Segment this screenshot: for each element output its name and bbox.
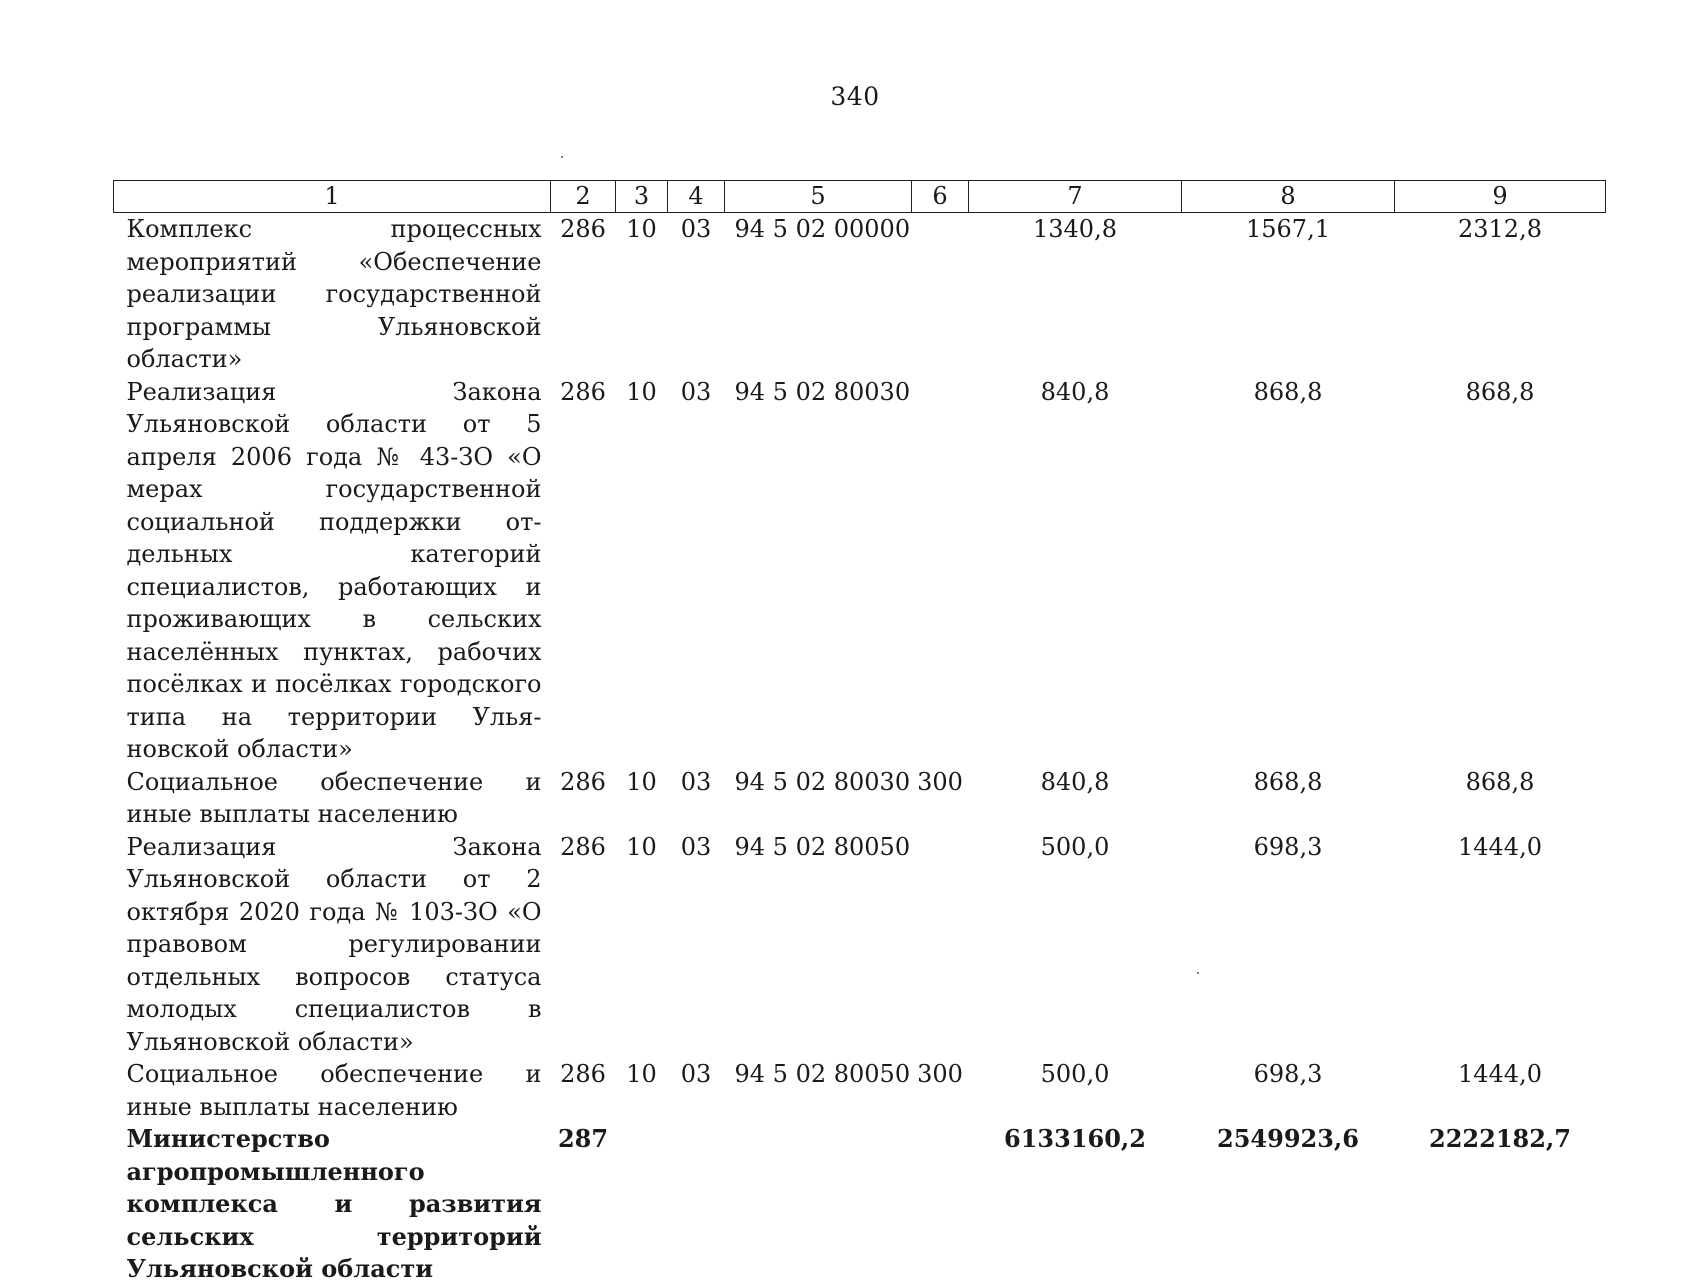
subsection-code-cell: 03 (680, 1060, 712, 1088)
table-row (114, 376, 1606, 766)
table-row (114, 1123, 1606, 1286)
amount-col8-cell: 698,3 (1253, 832, 1323, 861)
amount-col9-cell: 2312,8 (1458, 215, 1542, 243)
row-name-cell: Реализация Закона Ульяновской области от 5 апреля 2006 года № 43-ЗО «О мерах государственной социальной поддержки отдельных категорий специалистов, работающих и проживающих в сельских населённых пунктах, рабочих посёлках и посёлках городского типа на территории Ульяновской области» (126, 377, 542, 763)
row-name-cell: Социальное обеспечение и иные выплаты населению (126, 1060, 542, 1121)
amount-col9-cell: 2222182,7 (1429, 1124, 1571, 1153)
target-article-cell (725, 1123, 912, 1286)
subsection-code-cell: 03 (680, 377, 712, 406)
amount-col8-cell: 2549923,6 (1217, 1124, 1359, 1153)
amount-col9-cell: 1444,0 (1458, 832, 1542, 861)
amount-col7-cell: 500,0 (1040, 1060, 1110, 1088)
column-header: 7 (969, 181, 1182, 213)
amount-col7-cell: 840,8 (1040, 377, 1110, 406)
expense-type-cell (912, 1123, 969, 1286)
column-header: 8 (1182, 181, 1395, 213)
budget-table (113, 180, 1606, 1286)
row-name-cell: Комплекс процессных мероприятий «Обеспечение реализации государственной программы Ульяновской области» (126, 215, 542, 373)
subsection-code-cell: 03 (680, 215, 712, 243)
amount-col8-cell: 868,8 (1253, 767, 1323, 796)
target-article-cell: 94 5 02 80050 (734, 1060, 911, 1088)
amount-col8-cell: 698,3 (1253, 1060, 1323, 1088)
column-header: 3 (616, 181, 668, 213)
section-code-cell: 10 (626, 767, 657, 796)
section-code-cell: 10 (626, 377, 657, 406)
row-name-cell: Социальное обеспечение и иные выплаты населению (126, 767, 542, 828)
expense-type-cell: 300 (917, 1060, 963, 1088)
amount-col7-cell: 500,0 (1040, 832, 1110, 861)
row-name-cell: Реализация Закона Ульяновской области от 2 октября 2020 года № 103-ЗО «О правовом регулировании отдельных вопросов статуса молодых специалистов в Ульяновской области» (126, 832, 542, 1056)
column-number-header-row (114, 181, 1606, 213)
table-row (114, 766, 1606, 831)
section-code-cell: 10 (626, 215, 657, 243)
ministry-code-cell: 286 (560, 767, 606, 796)
column-header: 5 (725, 181, 912, 213)
expense-type-cell (912, 831, 969, 1059)
budget-table-container (113, 180, 1605, 1286)
section-code-cell: 10 (626, 1060, 657, 1088)
target-article-cell: 94 5 02 80050 (734, 832, 911, 861)
ministry-code-cell: 287 (557, 1124, 609, 1153)
amount-col7-cell: 6133160,2 (1004, 1124, 1146, 1153)
target-article-cell: 94 5 02 80030 (734, 767, 911, 796)
ministry-code-cell: 286 (560, 1060, 606, 1088)
amount-col9-cell: 868,8 (1465, 377, 1535, 406)
row-name-cell: Министерство агропромышленного комплекса и развития сельских территорий Ульяновской области (126, 1124, 542, 1283)
column-header: 9 (1395, 181, 1606, 213)
table-body (114, 213, 1606, 1286)
target-article-cell: 94 5 02 00000 (734, 215, 911, 243)
amount-col8-cell: 1567,1 (1246, 215, 1330, 243)
amount-col7-cell: 840,8 (1040, 767, 1110, 796)
scan-speck (561, 156, 563, 158)
amount-col8-cell: 868,8 (1253, 377, 1323, 406)
subsection-code-cell: 03 (680, 832, 712, 861)
section-code-cell (616, 1123, 668, 1286)
subsection-code-cell: 03 (680, 767, 712, 796)
table-row (114, 213, 1606, 376)
column-header: 4 (668, 181, 725, 213)
page-number: 340 (830, 82, 880, 111)
column-header: 6 (912, 181, 969, 213)
ministry-code-cell: 286 (560, 377, 606, 406)
column-header: 2 (551, 181, 616, 213)
expense-type-cell (912, 213, 969, 376)
amount-col7-cell: 1340,8 (1033, 215, 1117, 243)
amount-col9-cell: 868,8 (1465, 767, 1535, 796)
expense-type-cell (912, 376, 969, 766)
expense-type-cell: 300 (917, 767, 963, 796)
section-code-cell: 10 (626, 832, 657, 861)
table-row (114, 831, 1606, 1059)
table-row (114, 1058, 1606, 1123)
ministry-code-cell: 286 (560, 215, 606, 243)
target-article-cell: 94 5 02 80030 (734, 377, 911, 406)
subsection-code-cell (668, 1123, 725, 1286)
column-header: 1 (114, 181, 551, 213)
amount-col9-cell: 1444,0 (1458, 1060, 1542, 1088)
ministry-code-cell: 286 (560, 832, 606, 861)
